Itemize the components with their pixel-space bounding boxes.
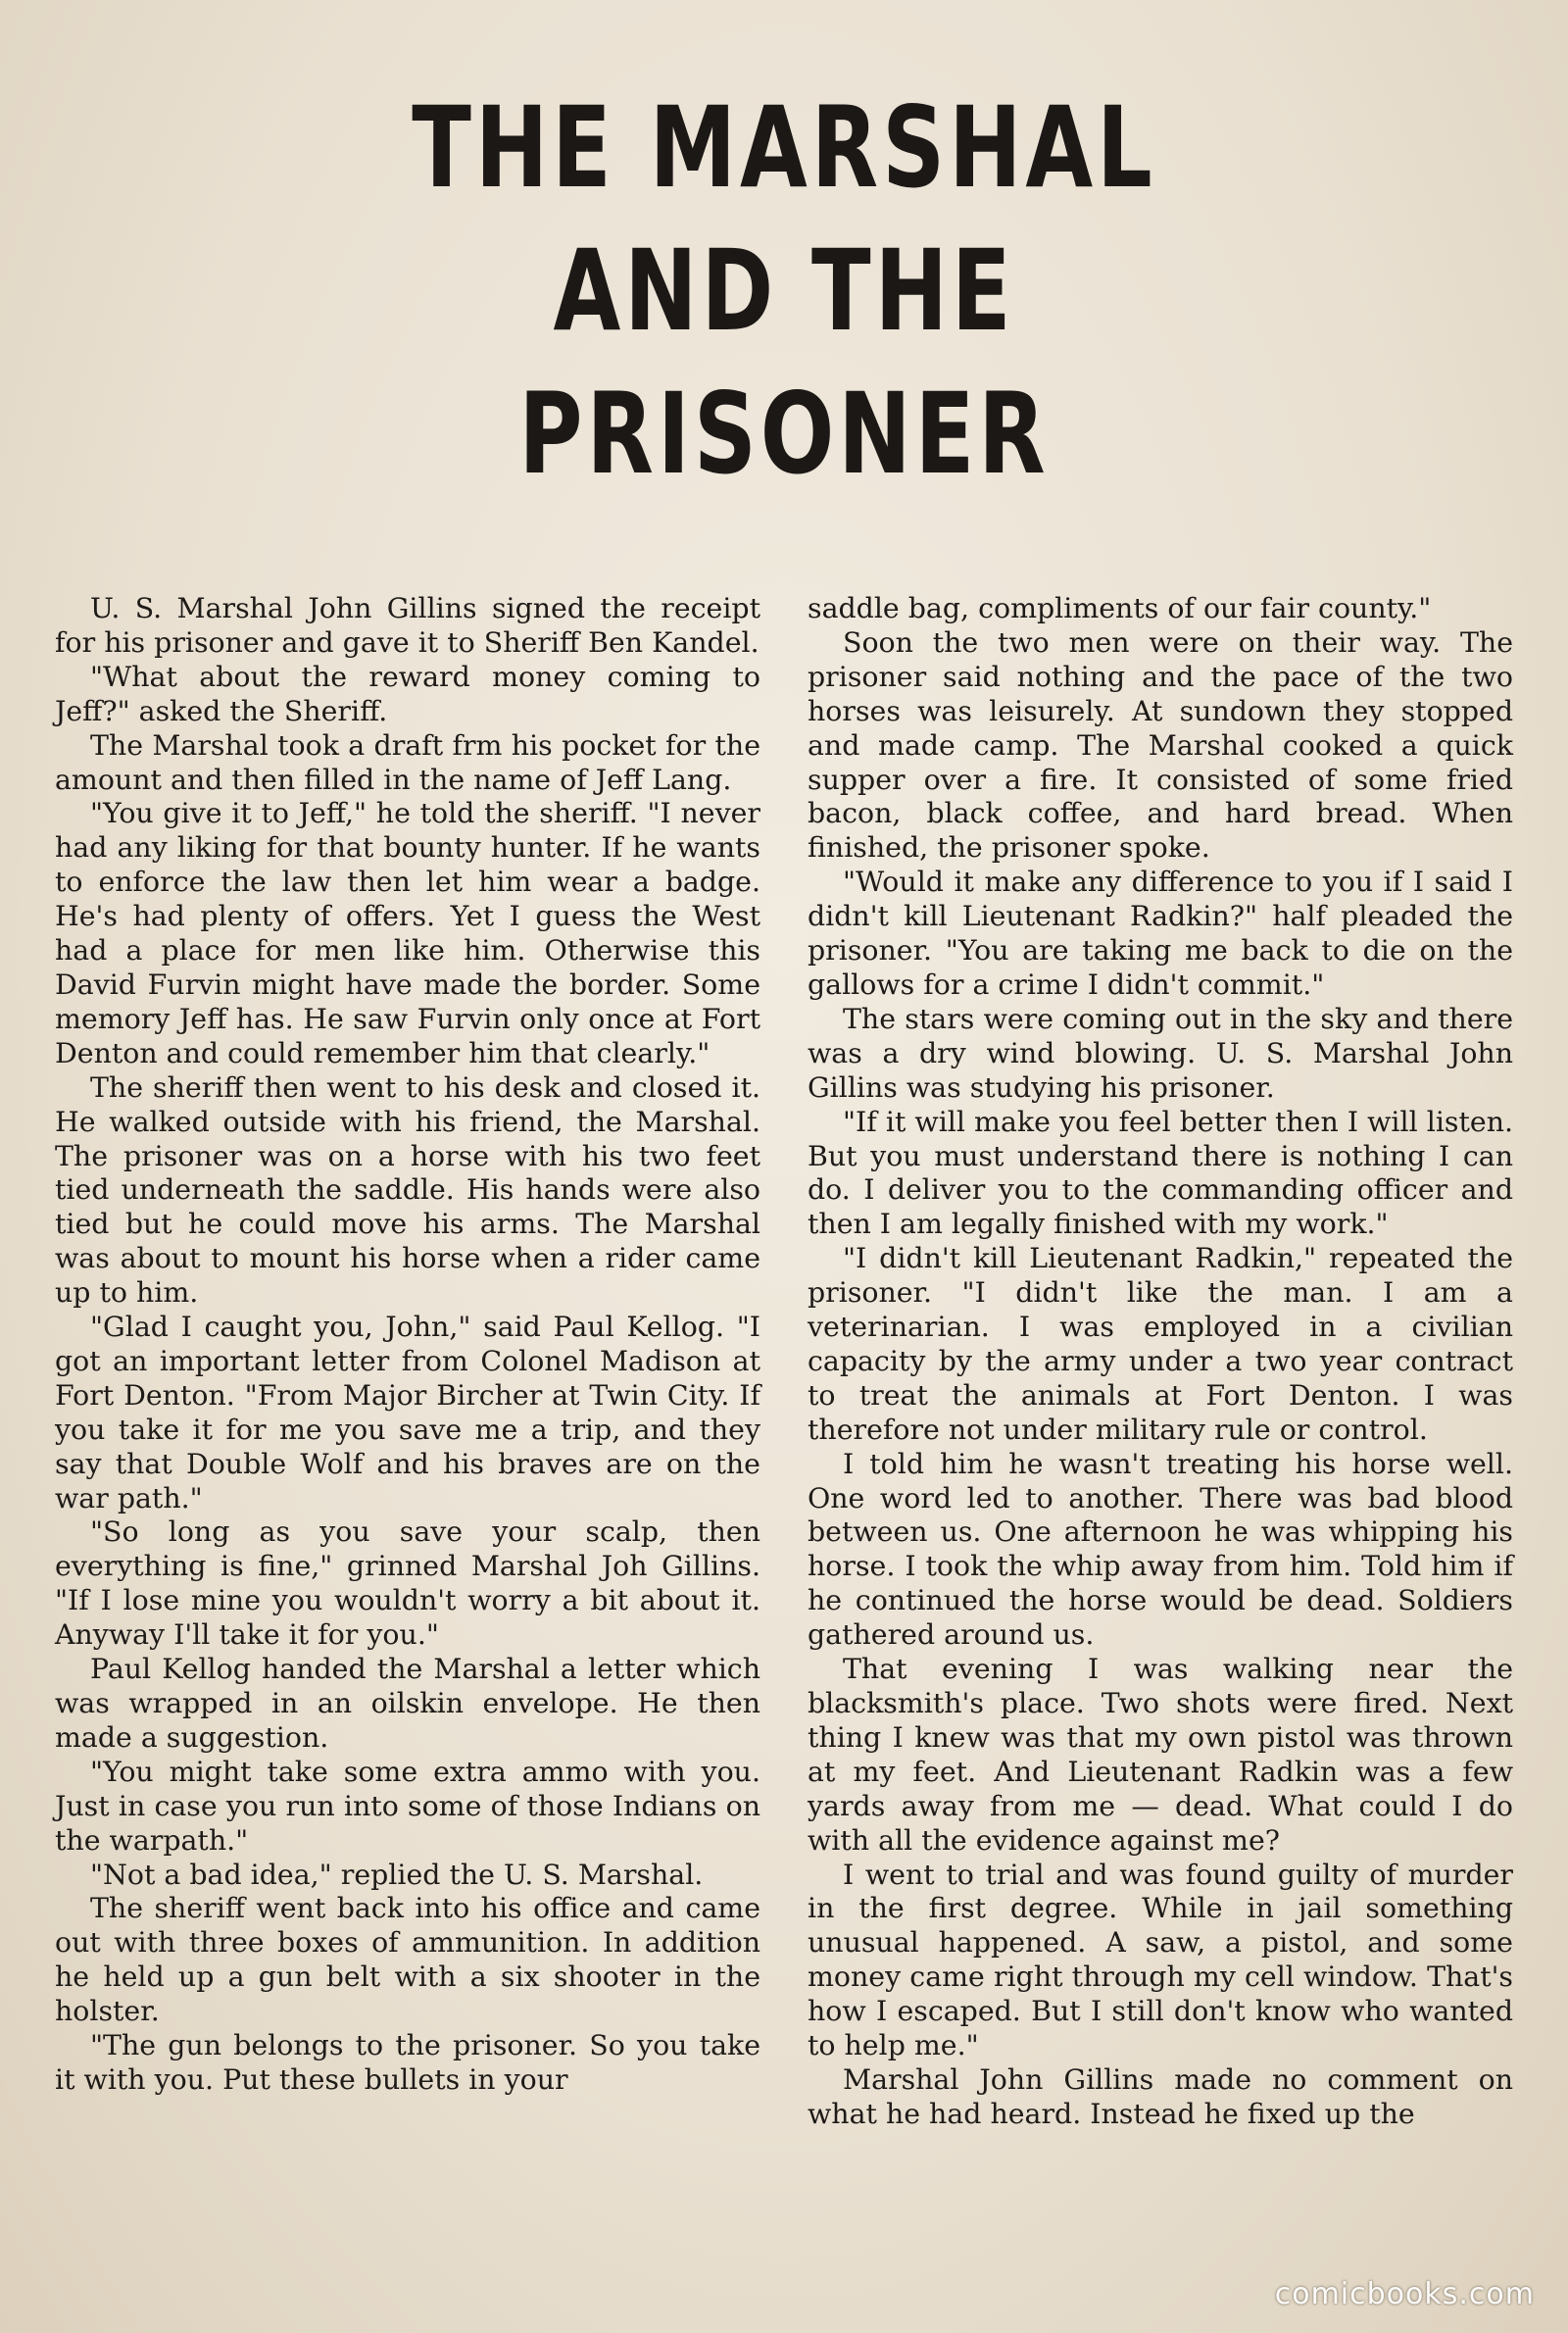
paragraph: "What about the reward money coming to Jeff?" asked the Sheriff.	[55, 660, 760, 727]
title-line-3: PRISONER	[518, 369, 1050, 499]
paragraph: The sheriff then went to his desk and closed it. He walked outside with his friend, the Marshal. The prisoner was on a horse with his two feet tied underneath the saddle. His hands were also tied but he could move his arms. The Marshal was about to mount his horse when a rider came up to him.	[55, 1070, 760, 1310]
paragraph: "If it will make you feel better then I will listen. But you must understand there is nothing I can do. I deliver you to the commanding officer and then I am legally finished with my work."	[808, 1105, 1513, 1241]
paragraph-continued: saddle bag, compliments of our fair county."	[808, 592, 1432, 624]
title-line-2: AND THE	[553, 225, 1015, 356]
paragraph: The sheriff went back into his office and came out with three boxes of ammunition. In addition he held up a gun belt with a six shooter in the holster.	[55, 1892, 760, 2028]
paragraph: The Marshal took a draft frm his pocket for the amount and then filled in the name of Jeff Lang.	[55, 728, 760, 796]
story-title	[172, 76, 1396, 506]
paragraph: "You give it to Jeff," he told the sheriff. "I never had any liking for that bounty hunter. If he wants to enforce the law then let him wear a badge. He's had plenty of offers. Yet I guess the West had a place for men like him. Otherwise this David Furvin might have made the border. Some memory Jeff has. He saw Furvin only once at Fort Denton and could remember him that clearly."	[55, 797, 760, 1069]
left-column	[55, 592, 760, 2098]
site-watermark: comicbooks.com	[1274, 2277, 1535, 2311]
paragraph: "You might take some extra ammo with you. Just in case you run into some of those Indians on the warpath."	[55, 1755, 760, 1857]
paragraph: Paul Kellog handed the Marshal a letter which was wrapped in an oilskin envelope. He then made a suggestion.	[55, 1653, 760, 1754]
paragraph: "So long as you save your scalp, then everything is fine," grinned Marshal Joh Gillins. "If I lose mine you wouldn't worry a bit about it. Anyway I'll take it for you."	[55, 1515, 760, 1652]
paragraph: "The gun belongs to the prisoner. So you take it with you. Put these bullets in your	[55, 2029, 760, 2096]
paragraph: I told him he wasn't treating his horse well. One word led to another. There was bad blood between us. One afternoon he was whipping his horse. I took the whip away from him. Told him if he continued the horse would be dead. Soldiers gathered around us.	[808, 1447, 1513, 1652]
paragraph: The stars were coming out in the sky and there was a dry wind blowing. U. S. Marshal John Gillins was studying his prisoner.	[808, 1002, 1513, 1104]
paragraph: That evening I was walking near the blacksmith's place. Two shots were fired. Next thing I knew was that my own pistol was thrown at my feet. And Lieutenant Radkin was a few yards away from me — dead. What could I do with all the evidence against me?	[808, 1653, 1513, 1857]
title-line-1: THE MARSHAL	[412, 82, 1156, 213]
paragraph: U. S. Marshal John Gillins signed the receipt for his prisoner and gave it to Sheriff Ben Kandel.	[55, 592, 760, 659]
paragraph: Marshal John Gillins made no comment on what he had heard. Instead he fixed up the	[808, 2062, 1513, 2130]
right-column	[808, 592, 1513, 2132]
paragraph: "Would it make any difference to you if I said I didn't kill Lieutenant Radkin?" half pleaded the prisoner. "You are taking me back to die on the gallows for a crime I didn't commit."	[808, 866, 1513, 1001]
paragraph: "Not a bad idea," replied the U. S. Marshal.	[90, 1858, 704, 1891]
paragraph: "Glad I caught you, John," said Paul Kellog. "I got an important letter from Colonel Madison at Fort Denton. "From Major Bircher at Twin City. If you take it for me you save me a trip, and they say that Double Wolf and his braves are on the war path."	[55, 1311, 760, 1514]
paragraph: I went to trial and was found guilty of murder in the first degree. While in jail something unusual happened. A saw, a pistol, and some money came right through my cell window. That's how I escaped. But I still don't know who wanted to help me."	[808, 1858, 1513, 2062]
paragraph: Soon the two men were on their way. The prisoner said nothing and the pace of the two horses was leisurely. At sundown they stopped and made camp. The Marshal cooked a quick supper over a fire. It consisted of some fried bacon, black coffee, and hard bread. When finished, the prisoner spoke.	[808, 625, 1513, 865]
paragraph: "I didn't kill Lieutenant Radkin," repeated the prisoner. "I didn't like the man. I am a veterinarian. I was employed in a civilian capacity by the army under a two year contract to treat the animals at Fort Denton. I was therefore not under military rule or control.	[808, 1242, 1513, 1446]
